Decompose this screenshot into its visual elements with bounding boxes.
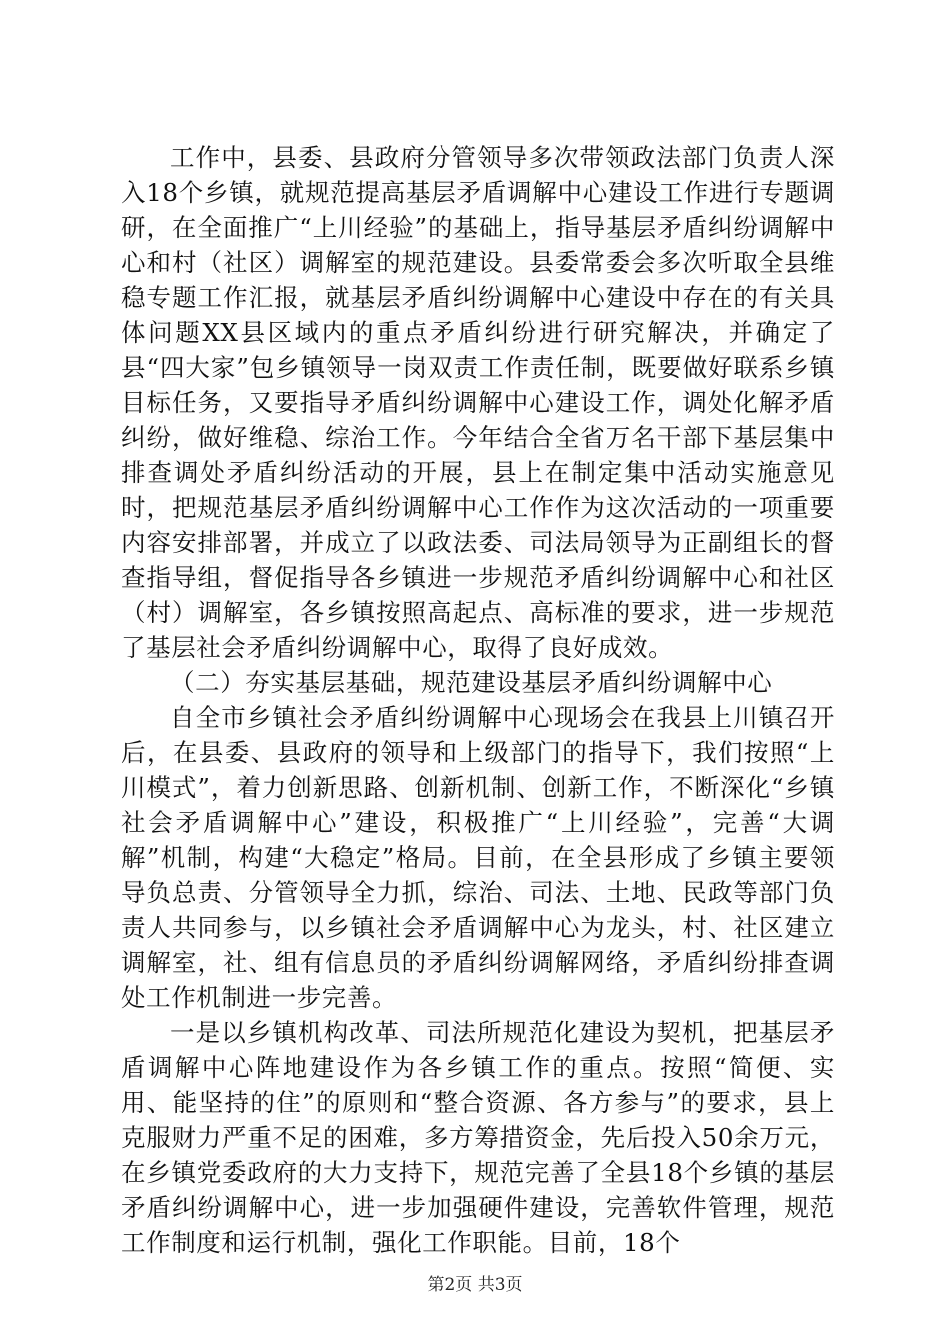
body-paragraph: 工作中，县委、县政府分管领导多次带领政法部门负责人深入18个乡镇，就规范提高基层矛盾调解中心建设工作进行专题调研，在全面推广“上川经验”的基础上，指导基层矛盾纠纷调解中心和村（社区）调解室的规范建设。县委常委会多次听取全县维稳专题工作汇报，就基层矛盾纠纷调解中心建设中存在的有关具体问题XX县区域内的重点矛盾纠纷进行研究解决，并确定了县“四大家”包乡镇领导一岗双责工作责任制，既要做好联系乡镇目标任务，又要指导矛盾纠纷调解中心建设工作，调处化解矛盾纠纷，做好维稳、综治工作。今年结合全省万名干部下基层集中排查调处矛盾纠纷活动的开展，县上在制定集中活动实施意见时，把规范基层矛盾纠纷调解中心工作作为这次活动的一项重要内容安排部署，并成立了以政法委、司法局领导为正副组长的督查指导组，督促指导各乡镇进一步规范矛盾纠纷调解中心和社区（村）调解室，各乡镇按照高起点、高标准的要求，进一步规范了基层社会矛盾纠纷调解中心，取得了良好成效。 [121,143,835,662]
page-footer: 第2页 共3页 [427,1275,523,1295]
body-paragraph: 自全市乡镇社会矛盾纠纷调解中心现场会在我县上川镇召开后，在县委、县政府的领导和上级部门的指导下，我们按照“上川模式”，着力创新思路、创新机制、创新工作，不断深化“乡镇社会矛盾调解中心”建设，积极推广“上川经验”，完善“大调解”机制，构建“大稳定”格局。目前，在全县形成了乡镇主要领导负总责、分管领导全力抓，综治、司法、土地、民政等部门负责人共同参与，以乡镇社会矛盾调解中心为龙头，村、社区建立调解室，社、组有信息员的矛盾纠纷调解网络，矛盾纠纷排查调处工作机制进一步完善。 [121,703,835,1012]
section-heading: （二）夯实基层基础，规范建设基层矛盾纠纷调解中心 [170,668,773,697]
body-paragraph: 一是以乡镇机构改革、司法所规范化建设为契机，把基层矛盾调解中心阵地建设作为各乡镇工作的重点。按照“简便、实用、能坚持的住”的原则和“整合资源、各方参与”的要求，县上克服财力严重不足的困难，多方筹措资金，先后投入50余万元，在乡镇党委政府的大力支持下，规范完善了全县18个乡镇的基层矛盾纠纷调解中心，进一步加强硬件建设，完善软件管理，规范工作制度和运行机制，强化工作职能。目前，18个 [121,1018,835,1257]
document-body [121,140,835,1260]
